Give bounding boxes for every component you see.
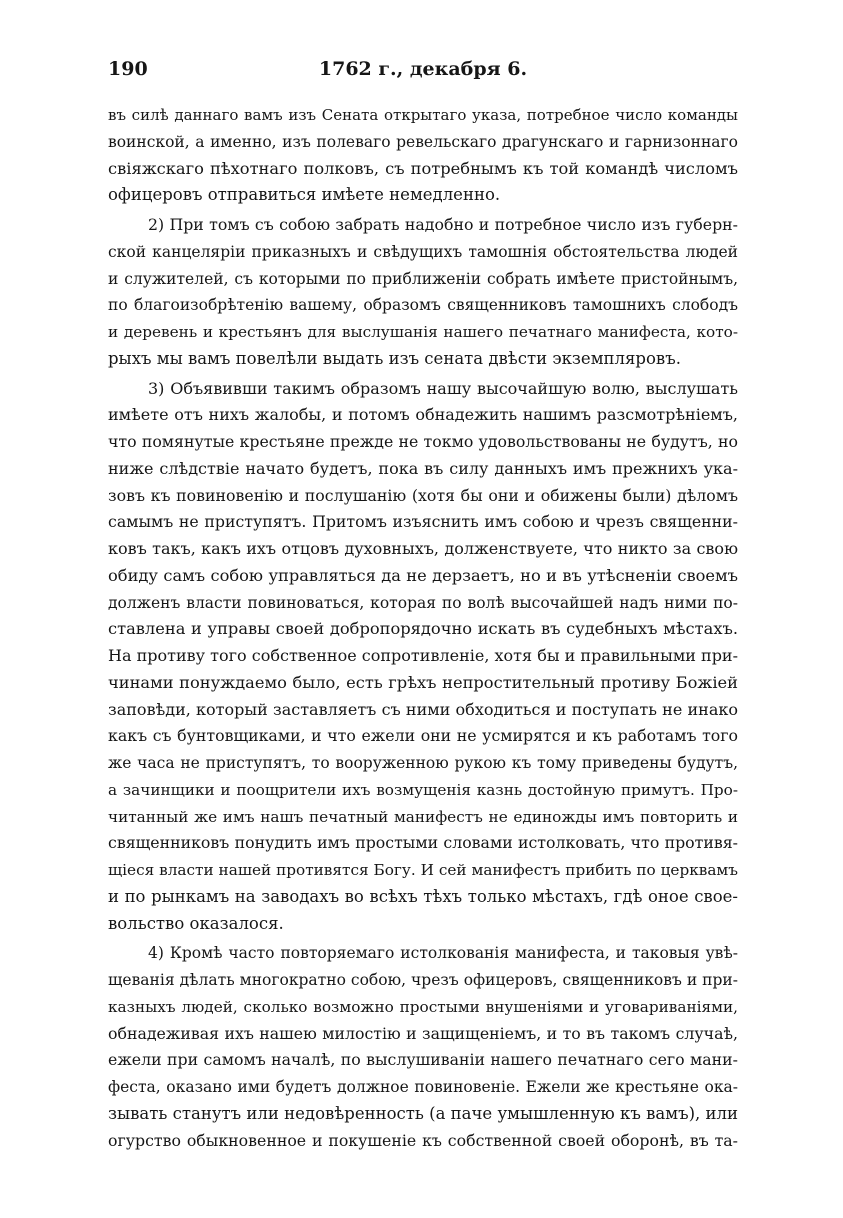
text-line: ежели при самомъ началѣ, по выслушиваніи нашего печатнаго сего мани- (108, 1050, 738, 1070)
text-line: рыхъ мы вамъ повелѣли выдать изъ сената двѣсти экземпляровъ. (108, 348, 681, 368)
text-line: въ силѣ даннаго вамъ изъ Сената открытаго указа, потребное число команды (108, 106, 738, 124)
text-line: священниковъ понудить имъ простыми словами истолковать, что противя- (108, 833, 738, 853)
text-line: по благоизобрѣтенію вашему, образомъ священниковъ тамошнихъ слободъ (108, 296, 738, 315)
text-line: же часа не приступятъ, то вооруженною рукою къ тому приведены будутъ, (108, 754, 738, 772)
page-number: 190 (108, 58, 148, 80)
text-line: щіеся власти нашей противятся Богу. И сей манифестъ прибить по церквамъ (108, 861, 738, 879)
text-line: имѣете отъ нихъ жалобы, и потомъ обнадежить нашимъ разсмотрѣніемъ, (108, 405, 738, 425)
text-line: что помянутые крестьяне прежде не токмо удовольствованы не будутъ, но (108, 432, 738, 451)
text-line: а зачинщики и поощрители ихъ возмущенія казнь достойную примутъ. Про- (108, 780, 738, 799)
text-line: воинской, а именно, изъ полеваго ревельскаго драгунскаго и гарнизоннаго (108, 132, 738, 151)
paragraph-first-line: 3) Объявивши такимъ образомъ нашу высочайшую волю, выслушать (148, 378, 738, 398)
text-line: огурство обыкновенное и покушеніе къ собственной своей оборонѣ, въ та- (108, 1130, 738, 1150)
text-line: самымъ не приступятъ. Притомъ изъяснить имъ собою и чрезъ священни- (108, 512, 738, 532)
text-line: свіяжскаго пѣхотнаго полковъ, съ потребнымъ къ той командѣ числомъ (108, 158, 738, 178)
text-line: и по рынкамъ на заводахъ во всѣхъ тѣхъ только мѣстахъ, гдѣ оное свое- (108, 886, 738, 906)
running-head (108, 58, 738, 88)
text-line: ской канцеляріи приказныхъ и свѣдущихъ тамошнія обстоятельства людей (108, 242, 738, 261)
paragraph-first-line: 4) Кромѣ часто повторяемаго истолкованія манифеста, и таковыя увѣ- (148, 944, 738, 963)
text-line: долженъ власти повиноваться, которая по волѣ высочайшей надъ ними по- (108, 593, 738, 612)
text-line: ковъ такъ, какъ ихъ отцовъ духовныхъ, долженствуете, что никто за свою (108, 539, 738, 558)
text-line: и служителей, съ которыми по приближеніи собрать имѣете пристойнымъ, (108, 269, 738, 288)
text-line: щеванія дѣлать многократно собою, чрезъ офицеровъ, священниковъ и при- (108, 971, 738, 989)
text-line: На противу того собственное сопротивленіе, хотя бы и правильными при- (108, 646, 738, 665)
paragraph-first-line: 2) При томъ съ собою забрать надобно и потребное число изъ губерн- (148, 215, 738, 234)
body-text (108, 102, 738, 1154)
text-line: какъ съ бунтовщиками, и что ежели они не усмирятся и къ работамъ того (108, 726, 738, 746)
text-line: ставлена и управы своей добропорядочно искать въ судебныхъ мѣстахъ. (108, 619, 738, 639)
text-line: и деревень и крестьянъ для выслушанія нашего печатнаго манифеста, кото- (108, 323, 738, 341)
text-line: читанный же имъ нашъ печатный манифестъ не единожды имъ повторить и (108, 807, 738, 826)
text-line: казныхъ людей, сколько возможно простыми внушеніями и уговариваніями, (108, 997, 738, 1016)
text-line: заповѣди, который заставляетъ съ ними обходиться и поступать не инако (108, 699, 738, 719)
text-line: ниже слѣдствіе начато будетъ, пока въ силу данныхъ имъ прежнихъ ука- (108, 458, 738, 478)
text-line: офицеровъ отправиться имѣете немедленно. (108, 185, 501, 205)
text-line: феста, оказано ими будетъ должное повиновеніе. Ежели же крестьяне ока- (108, 1078, 738, 1096)
text-line: обнадеживая ихъ нашею милостію и защищеніемъ, и то въ такомъ случаѣ, (108, 1023, 738, 1043)
text-line: вольство оказалося. (108, 913, 284, 933)
text-line: зывать станутъ или недовѣренность (а паче умышленную къ вамъ), или (108, 1103, 738, 1123)
text-line: чинами понуждаемо было, есть грѣхъ непростительный противу Божіей (108, 672, 738, 692)
text-line: зовъ къ повиновенію и послушанію (хотя бы они и обижены были) дѣломъ (108, 485, 738, 505)
text-line: обиду самъ собою управляться да не дерзаетъ, но и въ утѣсненіи своемъ (108, 565, 738, 585)
running-head-title: 1762 г., декабря 6. (318, 58, 528, 80)
